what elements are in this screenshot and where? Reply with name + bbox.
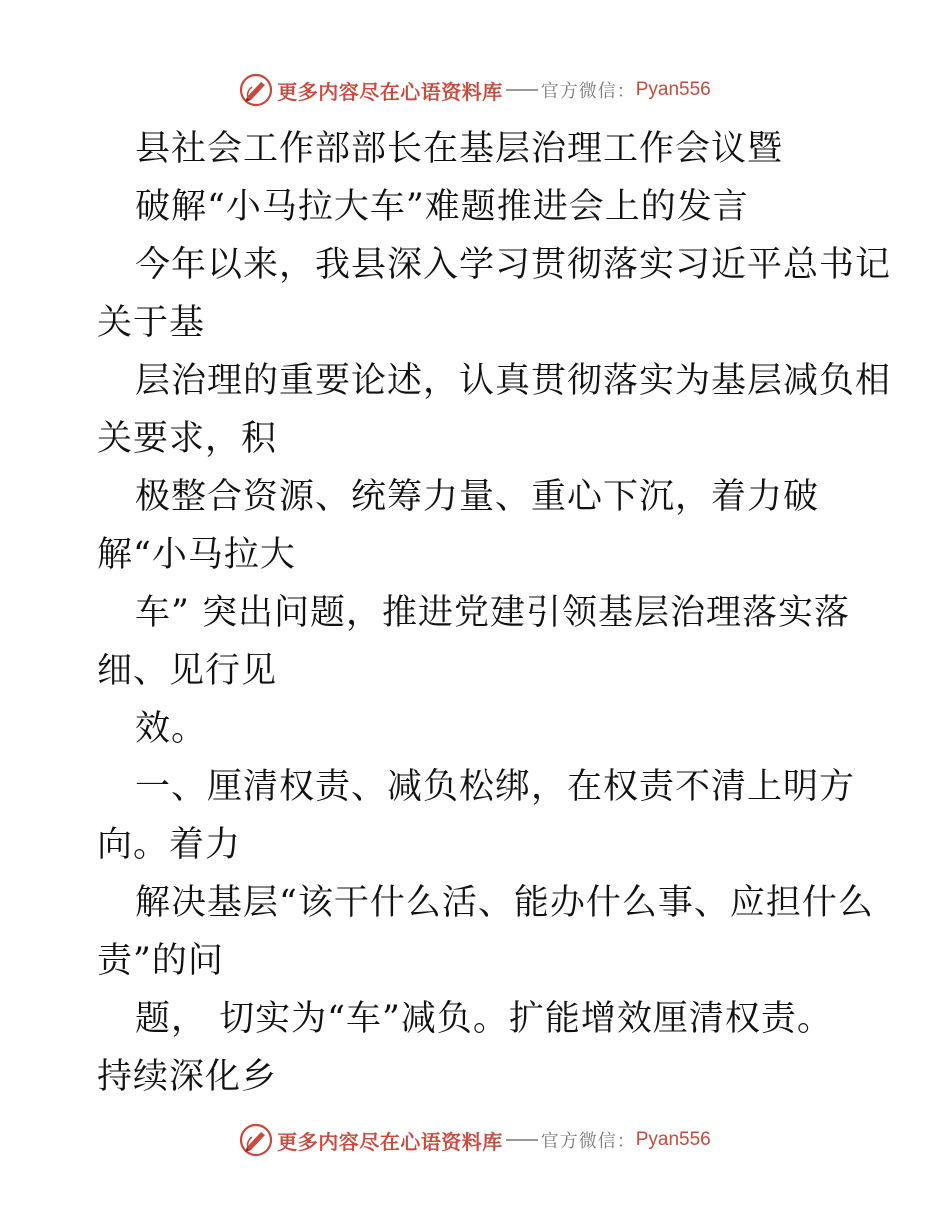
document-line: 持续深化乡	[97, 1057, 278, 1097]
document-line: 解“小马拉大	[97, 535, 296, 575]
pen-logo-icon	[239, 1123, 273, 1157]
banner-slogan: 更多内容尽在心语资料库	[277, 1129, 503, 1154]
header-banner	[0, 70, 950, 110]
banner-separator	[506, 1139, 538, 1141]
banner-wechat-label: 官方微信：	[540, 1131, 636, 1152]
pen-logo-icon	[239, 73, 273, 107]
document-line: 向。着力	[97, 825, 242, 865]
banner-separator	[506, 89, 538, 91]
document-line: 车” 突出问题，推进党建引领基层治理落实落	[135, 593, 851, 633]
banner-wechat-id: Pyan556	[635, 1129, 711, 1150]
banner-wechat-label: 官方微信：	[540, 81, 636, 102]
banner-slogan: 更多内容尽在心语资料库	[277, 79, 503, 104]
document-line: 县社会工作部部长在基层治理工作会议暨	[135, 129, 784, 169]
document-line: 题， 切实为“车”减负。扩能增效厘清权责。	[135, 999, 833, 1039]
document-line: 效。	[135, 709, 208, 749]
document-line: 解决基层“该干什么活、能办什么事、应担什么	[135, 883, 874, 923]
document-line: 极整合资源、统筹力量、重心下沉，着力破	[135, 477, 820, 517]
document-line: 今年以来，我县深入学习贯彻落实习近平总书记	[135, 245, 892, 285]
document-line: 一、厘清权责、减负松绑，在权责不清上明方	[135, 767, 856, 807]
document-line: 关要求，积	[97, 419, 278, 459]
document-line: 层治理的重要论述，认真贯彻落实为基层减负相	[135, 361, 892, 401]
footer-banner	[0, 1120, 950, 1160]
document-line: 细、见行见	[97, 651, 278, 691]
document-line: 破解“小马拉大车”难题推进会上的发言	[135, 187, 749, 227]
document-body	[97, 120, 892, 1106]
document-line: 关于基	[97, 303, 206, 343]
document-line: 责”的问	[97, 941, 224, 981]
banner-wechat-id: Pyan556	[635, 79, 711, 100]
